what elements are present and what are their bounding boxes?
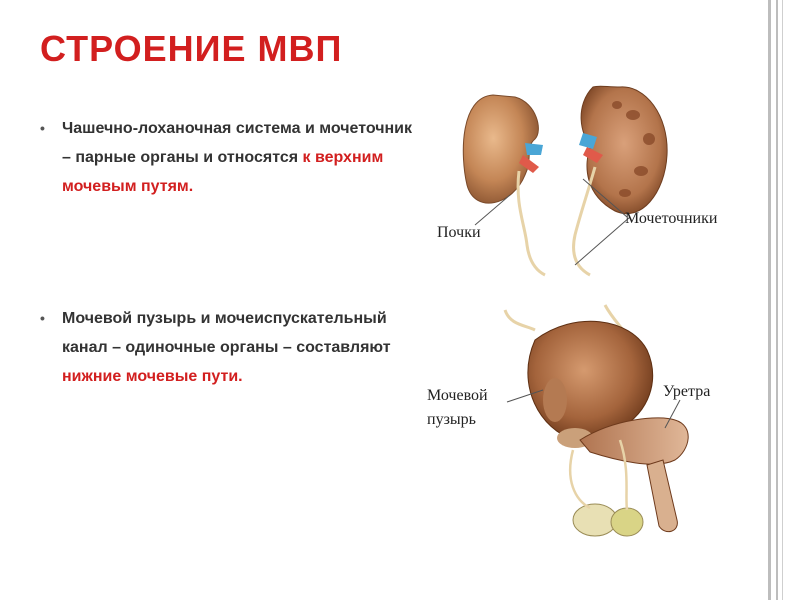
bullet-text-end: . bbox=[188, 178, 194, 195]
bullet-upper-tract bbox=[40, 114, 420, 201]
label-bladder-line1: Мочевой bbox=[427, 387, 488, 404]
decorative-rule bbox=[782, 0, 783, 600]
bullet-dot-icon: • bbox=[40, 310, 45, 326]
bullet-text-start: Чашечно-лоханочная система и мочеточник – парные органы и относятся bbox=[62, 120, 413, 166]
decorative-rule bbox=[776, 0, 778, 600]
label-urethra: Уретра bbox=[663, 383, 711, 400]
bullet-text-end: . bbox=[238, 368, 243, 385]
label-ureters: Мочеточники bbox=[625, 210, 718, 227]
bullet-text-start: Мочевой пузырь и мочеиспускательный канал – одиночные органы – составляют bbox=[62, 310, 391, 356]
slide-title: СТРОЕНИЕ МВП bbox=[40, 28, 343, 69]
bullet-dot-icon: • bbox=[40, 120, 45, 136]
decorative-rule bbox=[768, 0, 771, 600]
label-kidneys: Почки bbox=[437, 224, 481, 241]
label-bladder-line2: пузырь bbox=[427, 411, 476, 428]
bullet-highlight: к верхним мочевым путям bbox=[62, 149, 384, 195]
bladder-illustration bbox=[415, 300, 760, 570]
bullet-highlight: нижние мочевые пути bbox=[62, 368, 239, 385]
bullet-text bbox=[62, 114, 420, 201]
bullet-text bbox=[62, 304, 420, 391]
bullet-lower-tract bbox=[40, 304, 420, 391]
kidneys-illustration bbox=[415, 75, 760, 280]
